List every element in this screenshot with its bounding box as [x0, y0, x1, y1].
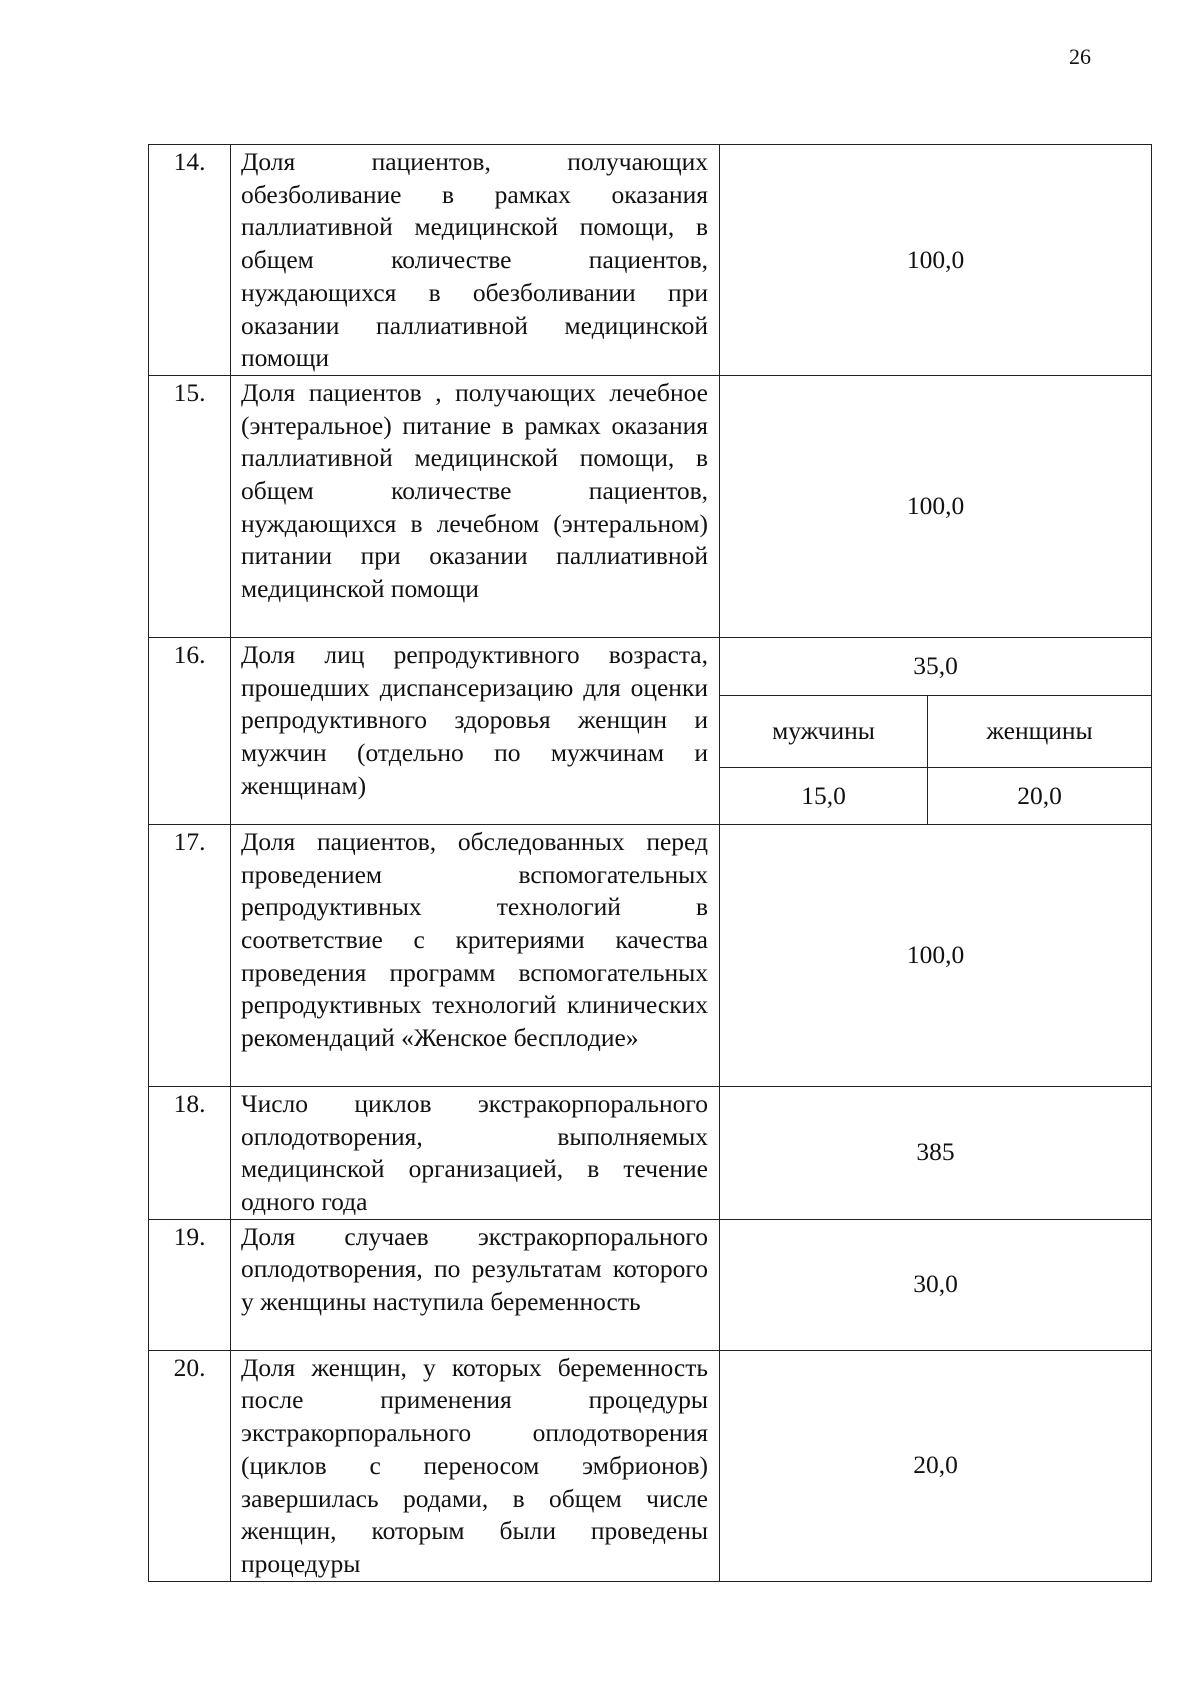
row-description: Число циклов экстракорпорального оплодотворения, выполняемых медицинской организацией, в течение одного года: [231, 1086, 720, 1219]
row-value: 100,0: [720, 145, 1152, 376]
subheader-women: женщины: [928, 695, 1152, 767]
row-number: 17.: [149, 824, 231, 1086]
table-row: [149, 1219, 1152, 1350]
table-row: [149, 824, 1152, 1086]
row-number: 19.: [149, 1219, 231, 1350]
row-number: 14.: [149, 145, 231, 376]
row-number: 15.: [149, 375, 231, 637]
subheader-men: мужчины: [720, 695, 928, 767]
indicators-table: [148, 144, 1152, 1582]
row-description: Доля лиц репродуктивного возраста, прошедших диспансеризацию для оценки репродуктивного здоровья женщин и мужчин (отдельно по мужчинам и женщинам): [231, 637, 720, 824]
row-number: 16.: [149, 637, 231, 824]
subvalue-men: 15,0: [720, 767, 928, 824]
table-row: [149, 637, 1152, 695]
subvalue-women: 20,0: [928, 767, 1152, 824]
row-number: 18.: [149, 1086, 231, 1219]
row-value: 20,0: [720, 1350, 1152, 1581]
row-value: 35,0: [720, 637, 1152, 695]
row-description: Доля случаев экстракорпорального оплодотворения, по результатам которого у женщины наступила беременность: [231, 1219, 720, 1350]
row-description: Доля пациентов, обследованных перед проведением вспомогательных репродуктивных технологий в соответствие с критериями качества проведения программ вспомогательных репродуктивных технологий клинических рекомендаций «Женское бесплодие»: [231, 824, 720, 1086]
row-description: Доля женщин, у которых беременность после применения процедуры экстракорпорального оплодотворения (циклов с переносом эмбрионов) завершилась родами, в общем числе женщин, которым были проведены процедуры: [231, 1350, 720, 1581]
row-number: 20.: [149, 1350, 231, 1581]
row-value: 100,0: [720, 375, 1152, 637]
row-description: Доля пациентов, получающих обезболивание в рамках оказания паллиативной медицинской помощи, в общем количестве пациентов, нуждающихся в обезболивании при оказании паллиативной медицинской помощи: [231, 145, 720, 376]
row-value: 30,0: [720, 1219, 1152, 1350]
table-row: [149, 375, 1152, 637]
row-value: 100,0: [720, 824, 1152, 1086]
page-number: 26: [1069, 44, 1091, 69]
table-row: [149, 1350, 1152, 1581]
row-value: 385: [720, 1086, 1152, 1219]
table-row: [149, 1086, 1152, 1219]
table-row: [149, 145, 1152, 376]
row-description: Доля пациентов , получающих лечебное (энтеральное) питание в рамках оказания паллиативной медицинской помощи, в общем количестве пациентов, нуждающихся в лечебном (энтеральном) питании при оказании паллиативной медицинской помощи: [231, 375, 720, 637]
